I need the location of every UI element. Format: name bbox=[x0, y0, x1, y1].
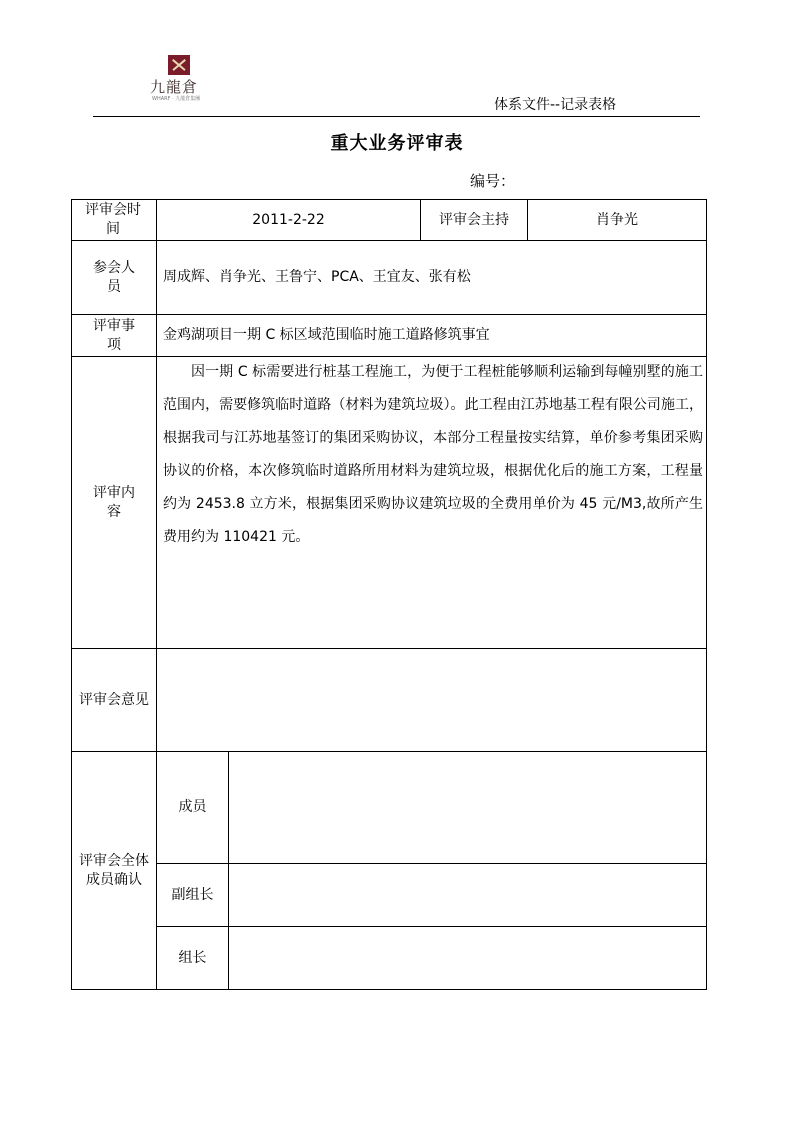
review-opinion-label: 评审会意见 bbox=[79, 691, 149, 708]
review-time-value: 2011-2-22 bbox=[252, 211, 325, 228]
deputy-leader-label: 副组长 bbox=[171, 886, 214, 903]
members-label: 成员 bbox=[178, 799, 207, 815]
page-title: 重大业务评审表 bbox=[330, 133, 464, 154]
review-item-value: 金鸡湖项目一期 C 标区域范围临时施工道路修筑事宜 bbox=[163, 327, 490, 343]
review-content-value: 因一期 C 标需要进行桩基工程施工，为便于工程桩能够顺利运输到每幢别墅的施工范围内，需要修筑临时道路（材料为建筑垃圾）。此工程由江苏地基工程有限公司施工，根据我司与江苏地基签订的集团采购协议，本部分工程量按实结算，单价参考集团采购协议的价格，本次修筑临时道路所用材料为建筑垃圾，根据优化后的施工方案，工程量约为 2453.8 立方米，根据集团采购协议建筑垃圾的全费用单价为 45 元/M3,故所产生费用约为 110421 元。 bbox=[163, 364, 703, 545]
member-confirmation-label: 评审会全体成员确认 bbox=[79, 852, 149, 888]
serial-number-label: 编号： bbox=[470, 172, 516, 190]
logo-name: 九龍倉 bbox=[150, 78, 199, 96]
logo-tagline: WHARF · 九龍倉集團 bbox=[152, 96, 201, 102]
host-value: 肖争光 bbox=[596, 211, 638, 228]
participants-label: 参会人员 bbox=[93, 259, 135, 295]
leader-label: 组长 bbox=[178, 949, 207, 966]
company-logo bbox=[142, 55, 222, 105]
review-form-table bbox=[71, 199, 707, 990]
deputy-leader-signature-field[interactable] bbox=[229, 864, 706, 926]
participants-value: 周成辉、肖争光、王鲁宁、PCA、王宜友、张有松 bbox=[163, 269, 471, 285]
host-label: 评审会主持 bbox=[439, 211, 509, 228]
review-item-label: 评审事项 bbox=[93, 317, 135, 353]
review-content-label: 评审内容 bbox=[93, 484, 135, 520]
review-time-label: 评审会时间 bbox=[85, 202, 141, 237]
header-rule bbox=[93, 116, 700, 117]
document-type: 体系文件--记录表格 bbox=[494, 97, 617, 113]
review-opinion-field[interactable] bbox=[157, 649, 706, 751]
leader-signature-field[interactable] bbox=[229, 927, 706, 989]
logo-mark-icon bbox=[168, 55, 190, 75]
members-signature-field[interactable] bbox=[229, 752, 706, 863]
